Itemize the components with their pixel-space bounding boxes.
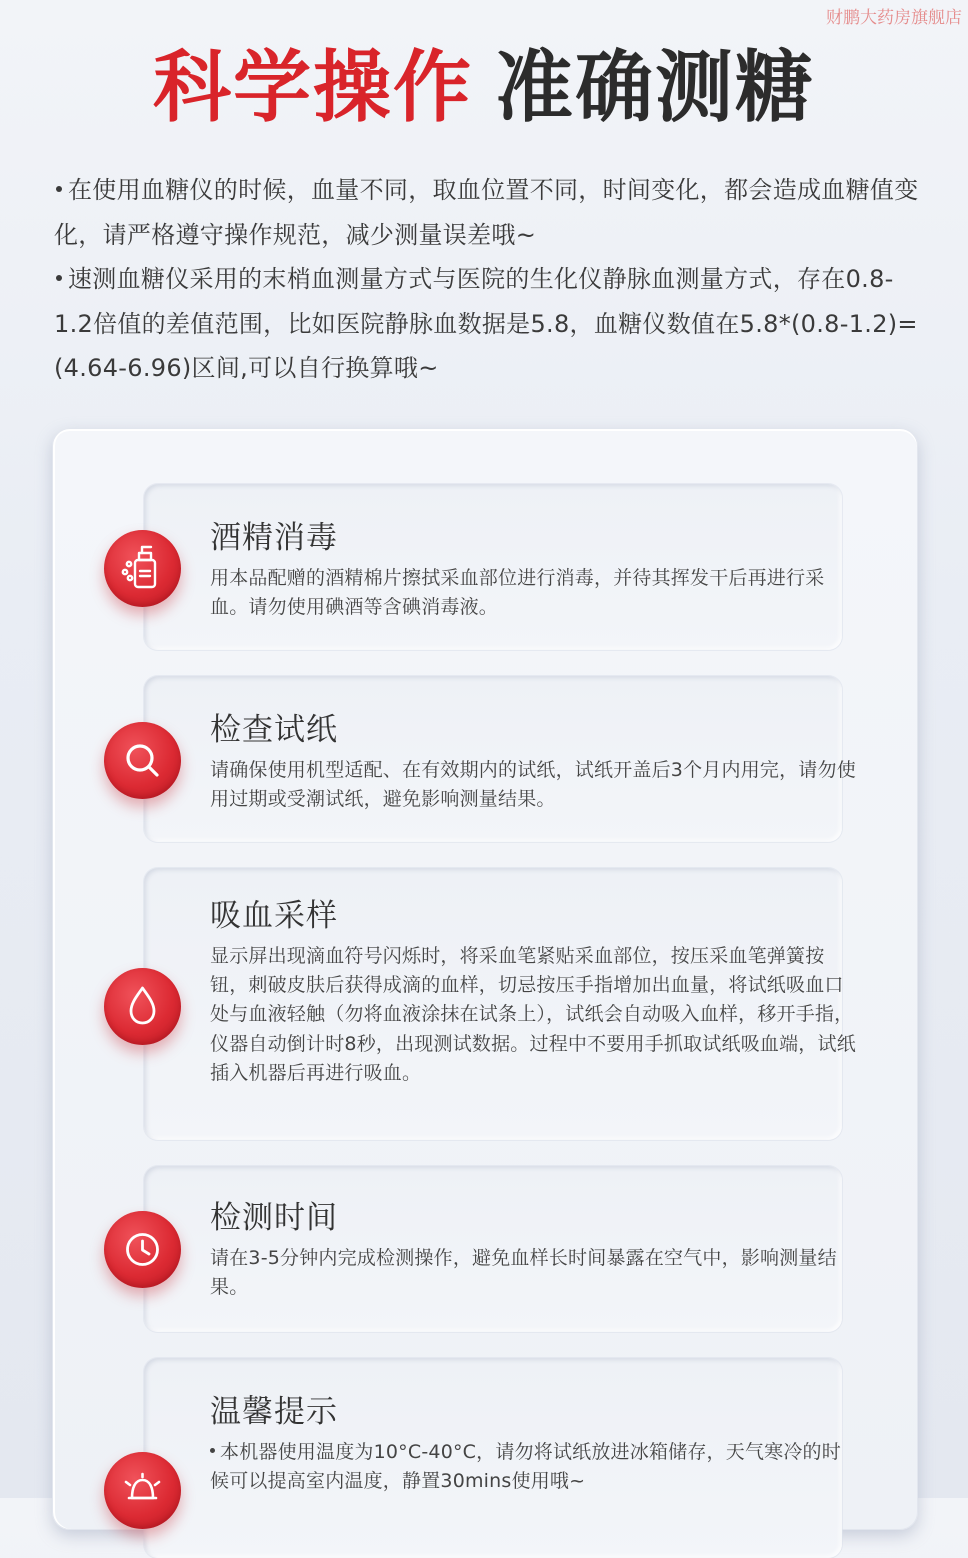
step-card-test-time [144,1166,842,1332]
intro-paragraph-1: 在使用血糖仪的时候，血量不同，取血位置不同，时间变化，都会造成血糖值变化，请严格遵守操作规范，减少测量误差哦~ [54,176,919,249]
headline-dark: 准确测糖 [495,43,816,133]
headline-red: 科学操作 [152,43,473,133]
step-title: 吸血采样 [210,898,338,934]
step-text: 请在3-5分钟内完成检测操作，避免血样长时间暴露在空气中，影响测量结果。 [210,1247,837,1299]
magnifier-icon [104,722,181,799]
step-text: 用本品配赠的酒精棉片擦拭采血部位进行消毒，并待其挥发干后再进行采血。请勿使用碘酒等含碘消毒液。 [210,567,825,619]
alarm-bell-icon [104,1452,181,1529]
blood-drop-icon [104,968,181,1045]
step-text: 请确保使用机型适配、在有效期内的试纸，试纸开盖后3个月内用完，请勿使用过期或受潮试纸，避免影响测量结果。 [210,759,856,811]
step-card-tips [144,1358,842,1558]
step-title: 温馨提示 [210,1394,338,1430]
step-card-disinfect [144,484,842,650]
step-card-blood-sampling [144,868,856,1140]
bullet-dot [56,275,62,281]
bullet-dot [56,186,62,192]
clock-icon [104,1211,181,1288]
shop-watermark: 财鹏大药房旗舰店 [826,8,962,28]
step-title: 检查试纸 [210,712,338,748]
step-title: 检测时间 [210,1200,338,1236]
intro-paragraph-2: 速测血糖仪采用的末梢血测量方式与医院的生化仪静脉血测量方式，存在0.8-1.2倍值的差值范围，比如医院静脉血数据是5.8，血糖仪数值在5.8*(0.8-1.2)=(4.64-6.96)区间,可以自行换算哦~ [54,265,918,382]
step-text: 显示屏出现滴血符号闪烁时，将采血笔紧贴采血部位，按压采血笔弹簧按钮，刺破皮肤后获得成滴的血样，切忌按压手指增加出血量，将试纸吸血口处与血液轻触（勿将血液涂抹在试条上），试纸会自动吸入血样，移开手指，仪器自动倒计时8秒，出现测试数据。过程中不要用手抓取试纸吸血端，试纸插入机器后再进行吸血。 [210,945,856,1084]
page-headline [0,40,968,136]
intro-text [54,168,930,391]
step-title: 酒精消毒 [210,520,338,556]
step-text: 本机器使用温度为10°C-40°C，请勿将试纸放进冰箱储存，天气寒冷的时候可以提高室内温度，静置30mins使用哦~ [210,1441,841,1493]
bullet-dot [210,1448,215,1453]
step-card-check-strip [144,676,856,842]
alcohol-bottle-icon [104,530,181,607]
